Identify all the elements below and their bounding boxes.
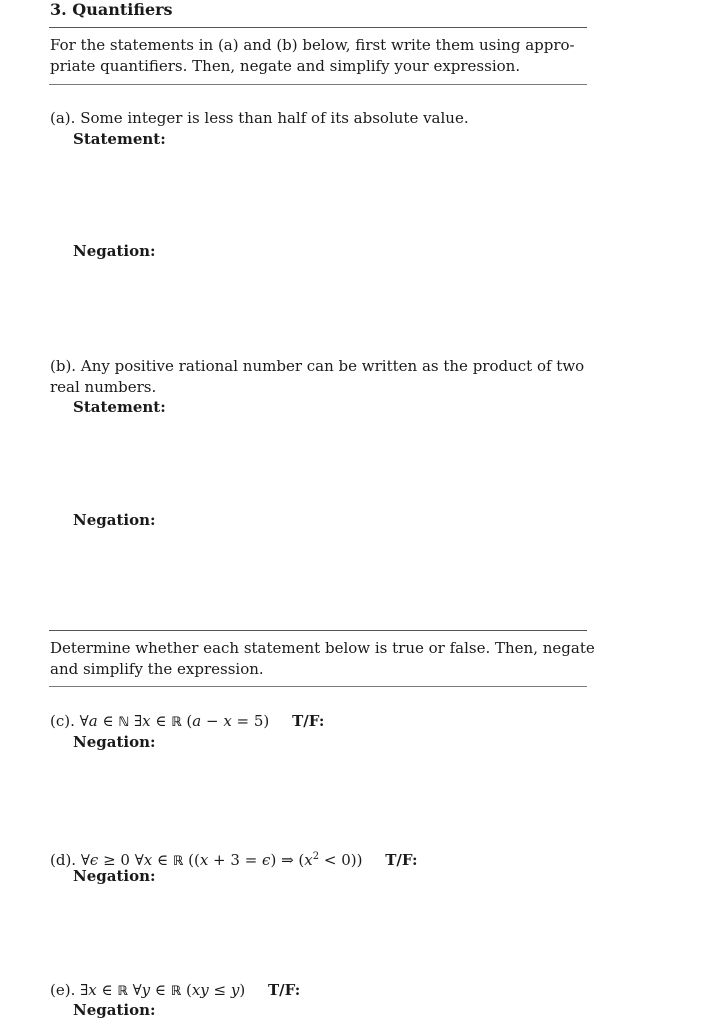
part-b-prompt-line-2: real numbers. [50,378,157,396]
part-a-text: Some integer is less than half of its absolute value. [80,109,469,127]
part-d-label: (d). [50,851,77,869]
part-d-negation-label: Negation: [73,867,156,885]
part-c-label: (c). [50,712,75,730]
part-e-prompt [50,980,300,1002]
intro-rule [49,84,587,85]
part-e-expression: ∃x ∈ ℝ ∀y ∈ ℝ (xy ≤ y) [80,981,246,999]
part-a-negation-label: Negation: [73,242,156,260]
title-rule [49,27,587,28]
intro2-line-2: and simplify the expression. [50,660,264,678]
part-b-negation-label: Negation: [73,511,156,529]
part-c-expression: ∀a ∈ ℕ ∃x ∈ ℝ (a − x = 5) [79,712,270,730]
part-a-statement-label: Statement: [73,130,166,148]
part-b-label: (b). [50,357,77,375]
intro2-top-rule [49,630,587,631]
part-b-statement-label: Statement: [73,398,166,416]
part-e-tf-label: T/F: [267,981,301,999]
part-b-prompt-line-1 [50,356,584,377]
intro2-bottom-rule [49,686,587,687]
part-c-negation-label: Negation: [73,733,156,751]
part-e-label: (e). [50,981,76,999]
part-c-prompt [50,711,324,733]
intro2-line-1: Determine whether each statement below is true or false. Then, negate [50,639,595,657]
section-title: 3. Quantifiers [50,0,173,19]
part-e-negation-label: Negation: [73,1001,156,1019]
part-b-text-line-1: Any positive rational number can be written as the product of two [80,357,585,375]
intro-line-1: For the statements in (a) and (b) below, first write them using appro- [50,36,575,54]
part-a-label: (a). [50,109,76,127]
part-a-prompt [50,108,469,129]
part-c-tf-label: T/F: [292,712,325,730]
intro-line-2: priate quantifiers. Then, negate and simplify your expression. [50,57,521,75]
part-d-expression: ∀ϵ ≥ 0 ∀x ∈ ℝ ((x + 3 = ϵ) ⇒ $(x^2 < 0)$) [80,851,363,869]
part-d-tf-label: T/F: [385,851,418,869]
